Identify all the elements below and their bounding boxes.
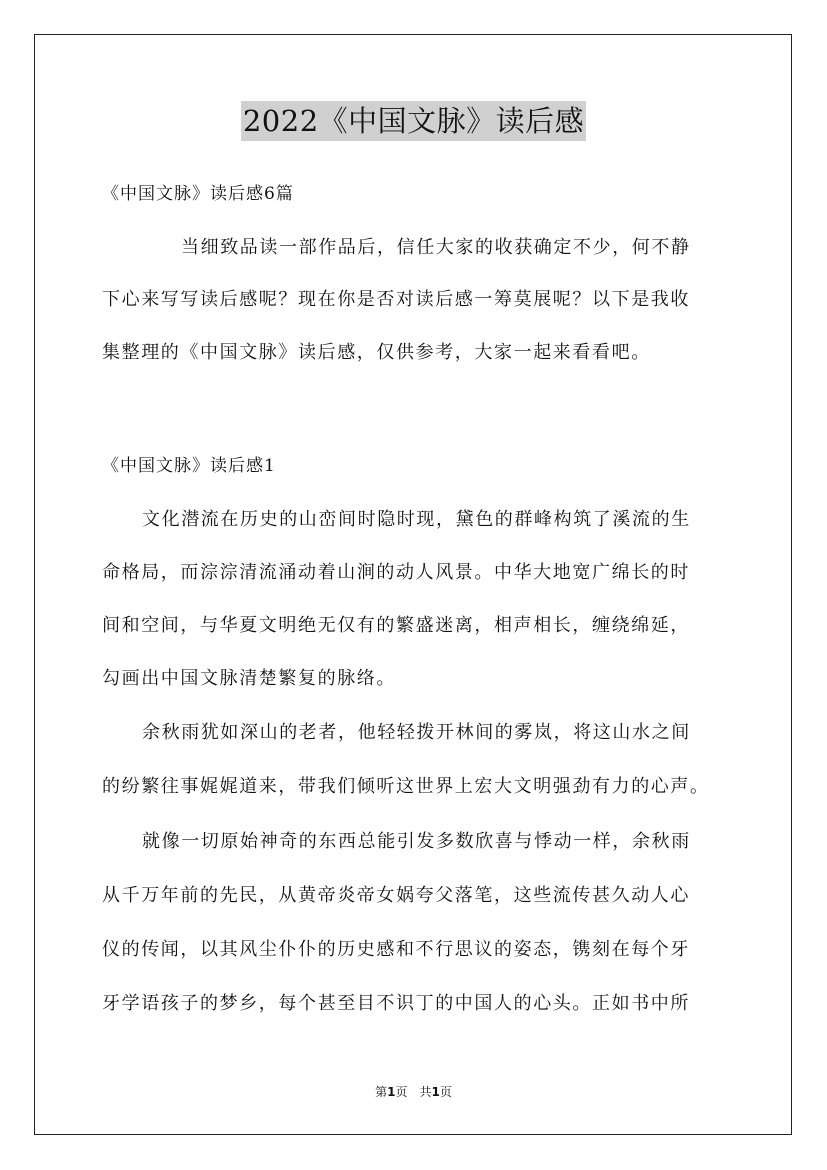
document-title: 2022《中国文脉》读后感 xyxy=(241,101,586,141)
page-footer xyxy=(0,1083,827,1100)
page-total: 1 xyxy=(431,1085,440,1099)
body-line: 文化潜流在历史的山峦间时隐时现，黛色的群峰构筑了溪流的生 xyxy=(142,509,691,530)
body-line: 间和空间，与华夏文明绝无仅有的繁盛迷离，相声相长，缠绕绵延， xyxy=(102,615,690,636)
footer-prefix: 第 xyxy=(375,1085,388,1099)
intro-line: 集整理的《中国文脉》读后感，仅供参考，大家一起来看看吧。 xyxy=(102,342,651,363)
section-heading: 《中国文脉》读后感1 xyxy=(102,456,276,476)
body-line: 牙学语孩子的梦乡，每个甚至目不识丁的中国人的心头。正如书中所 xyxy=(102,993,690,1014)
footer-mid: 页 共 xyxy=(395,1085,432,1099)
body-line: 从千万年前的先民，从黄帝炎帝女娲夸父落笔，这些流传甚久动人心 xyxy=(102,885,690,906)
intro-line: 下心来写写读后感呢？现在你是否对读后感一筹莫展呢？以下是我收 xyxy=(102,289,690,310)
intro-line: 当细致品读一部作品后，信任大家的收获确定不少，何不静 xyxy=(181,237,691,258)
body-line: 的纷繁往事娓娓道来，带我们倾听这世界上宏大文明强劲有力的心声。 xyxy=(102,776,710,797)
footer-suffix: 页 xyxy=(439,1085,452,1099)
body-line: 就像一切原始神奇的东西总能引发多数欣喜与悸动一样，余秋雨 xyxy=(142,831,691,852)
page-number: 1 xyxy=(387,1085,396,1099)
body-line: 余秋雨犹如深山的老者，他轻轻拨开林间的雾岚，将这山水之间 xyxy=(142,722,691,743)
title-container xyxy=(0,101,827,141)
document-subtitle: 《中国文脉》读后感6篇 xyxy=(102,184,294,204)
body-line: 仪的传闻，以其风尘仆仆的历史感和不行思议的姿态，镌刻在每个牙 xyxy=(102,939,690,960)
body-line: 命格局，而淙淙清流涌动着山涧的动人风景。中华大地宽广绵长的时 xyxy=(102,562,690,583)
body-line: 勾画出中国文脉清楚繁复的脉络。 xyxy=(102,668,396,689)
